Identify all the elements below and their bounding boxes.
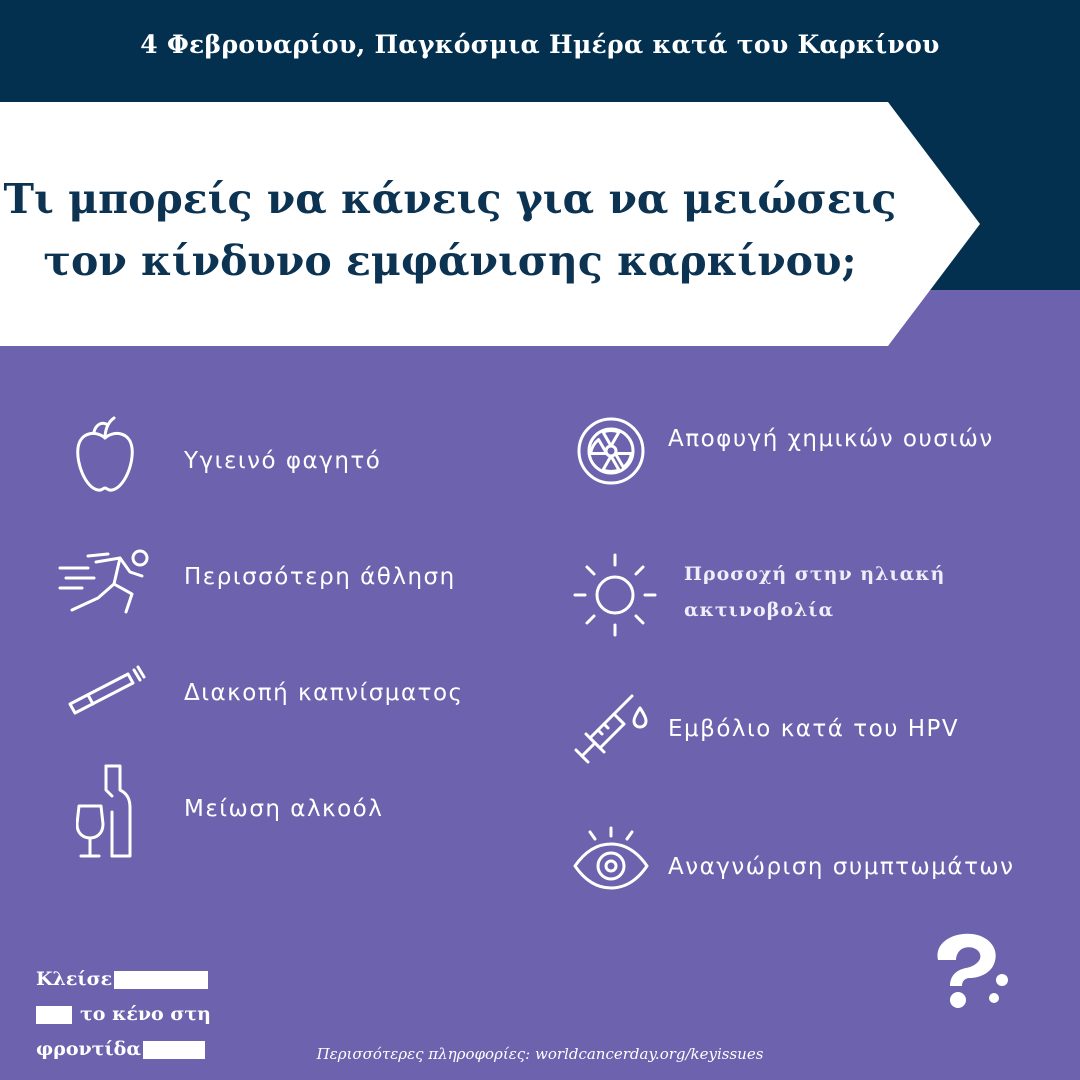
left-item-label-3: Διακοπή καπνίσματος (184, 680, 464, 706)
right-item-label-2 (684, 556, 945, 628)
left-item-label-2: Περισσότερη άθληση (184, 564, 456, 590)
right-item-label-2-line-1: Προσοχή στην ηλιακή (684, 563, 946, 585)
sun-icon (572, 552, 658, 638)
wine-bottle-icon (76, 762, 136, 862)
headline-line-2: τον κίνδυνο εμφάνισης καρκίνου; (43, 237, 857, 285)
runner-icon (58, 546, 154, 618)
tagline-line-3: φροντίδα (36, 1038, 141, 1060)
eye-icon (572, 826, 650, 898)
cigarette-icon (66, 664, 146, 716)
tagline-blank-1 (114, 971, 208, 989)
radiation-icon (576, 416, 646, 486)
left-item-label-1: Υγιεινό φαγητό (184, 448, 382, 474)
footer-link-text: Περισσότερες πληροφορίες: worldcancerday.org/keyissues (316, 1045, 764, 1063)
right-item-label-3: Εμβόλιο κατά του HPV (668, 716, 960, 742)
date-line: 4 Φεβρουαρίου, Παγκόσμια Ημέρα κατά του Καρκίνου (140, 30, 940, 59)
headline-line-1: Τι μπορείς να κάνεις για να μειώσεις (3, 175, 897, 223)
tagline-line-1: Κλείσε (36, 968, 113, 990)
left-item-label-4: Μείωση αλκοόλ (184, 796, 384, 822)
headline (0, 168, 900, 292)
right-item-label-2-line-2: ακτινοβολία (684, 599, 835, 621)
right-item-label-1: Αποφυγή χημικών ουσιών (668, 426, 994, 452)
right-item-label-4: Αναγνώριση συμπτωμάτων (668, 854, 1015, 880)
apple-icon (72, 416, 138, 494)
tagline-line-2: το κένο στη (80, 1003, 211, 1025)
tagline-blank-2 (36, 1006, 72, 1024)
world-cancer-day-logo-icon (928, 930, 1012, 1010)
syringe-icon (572, 694, 652, 766)
